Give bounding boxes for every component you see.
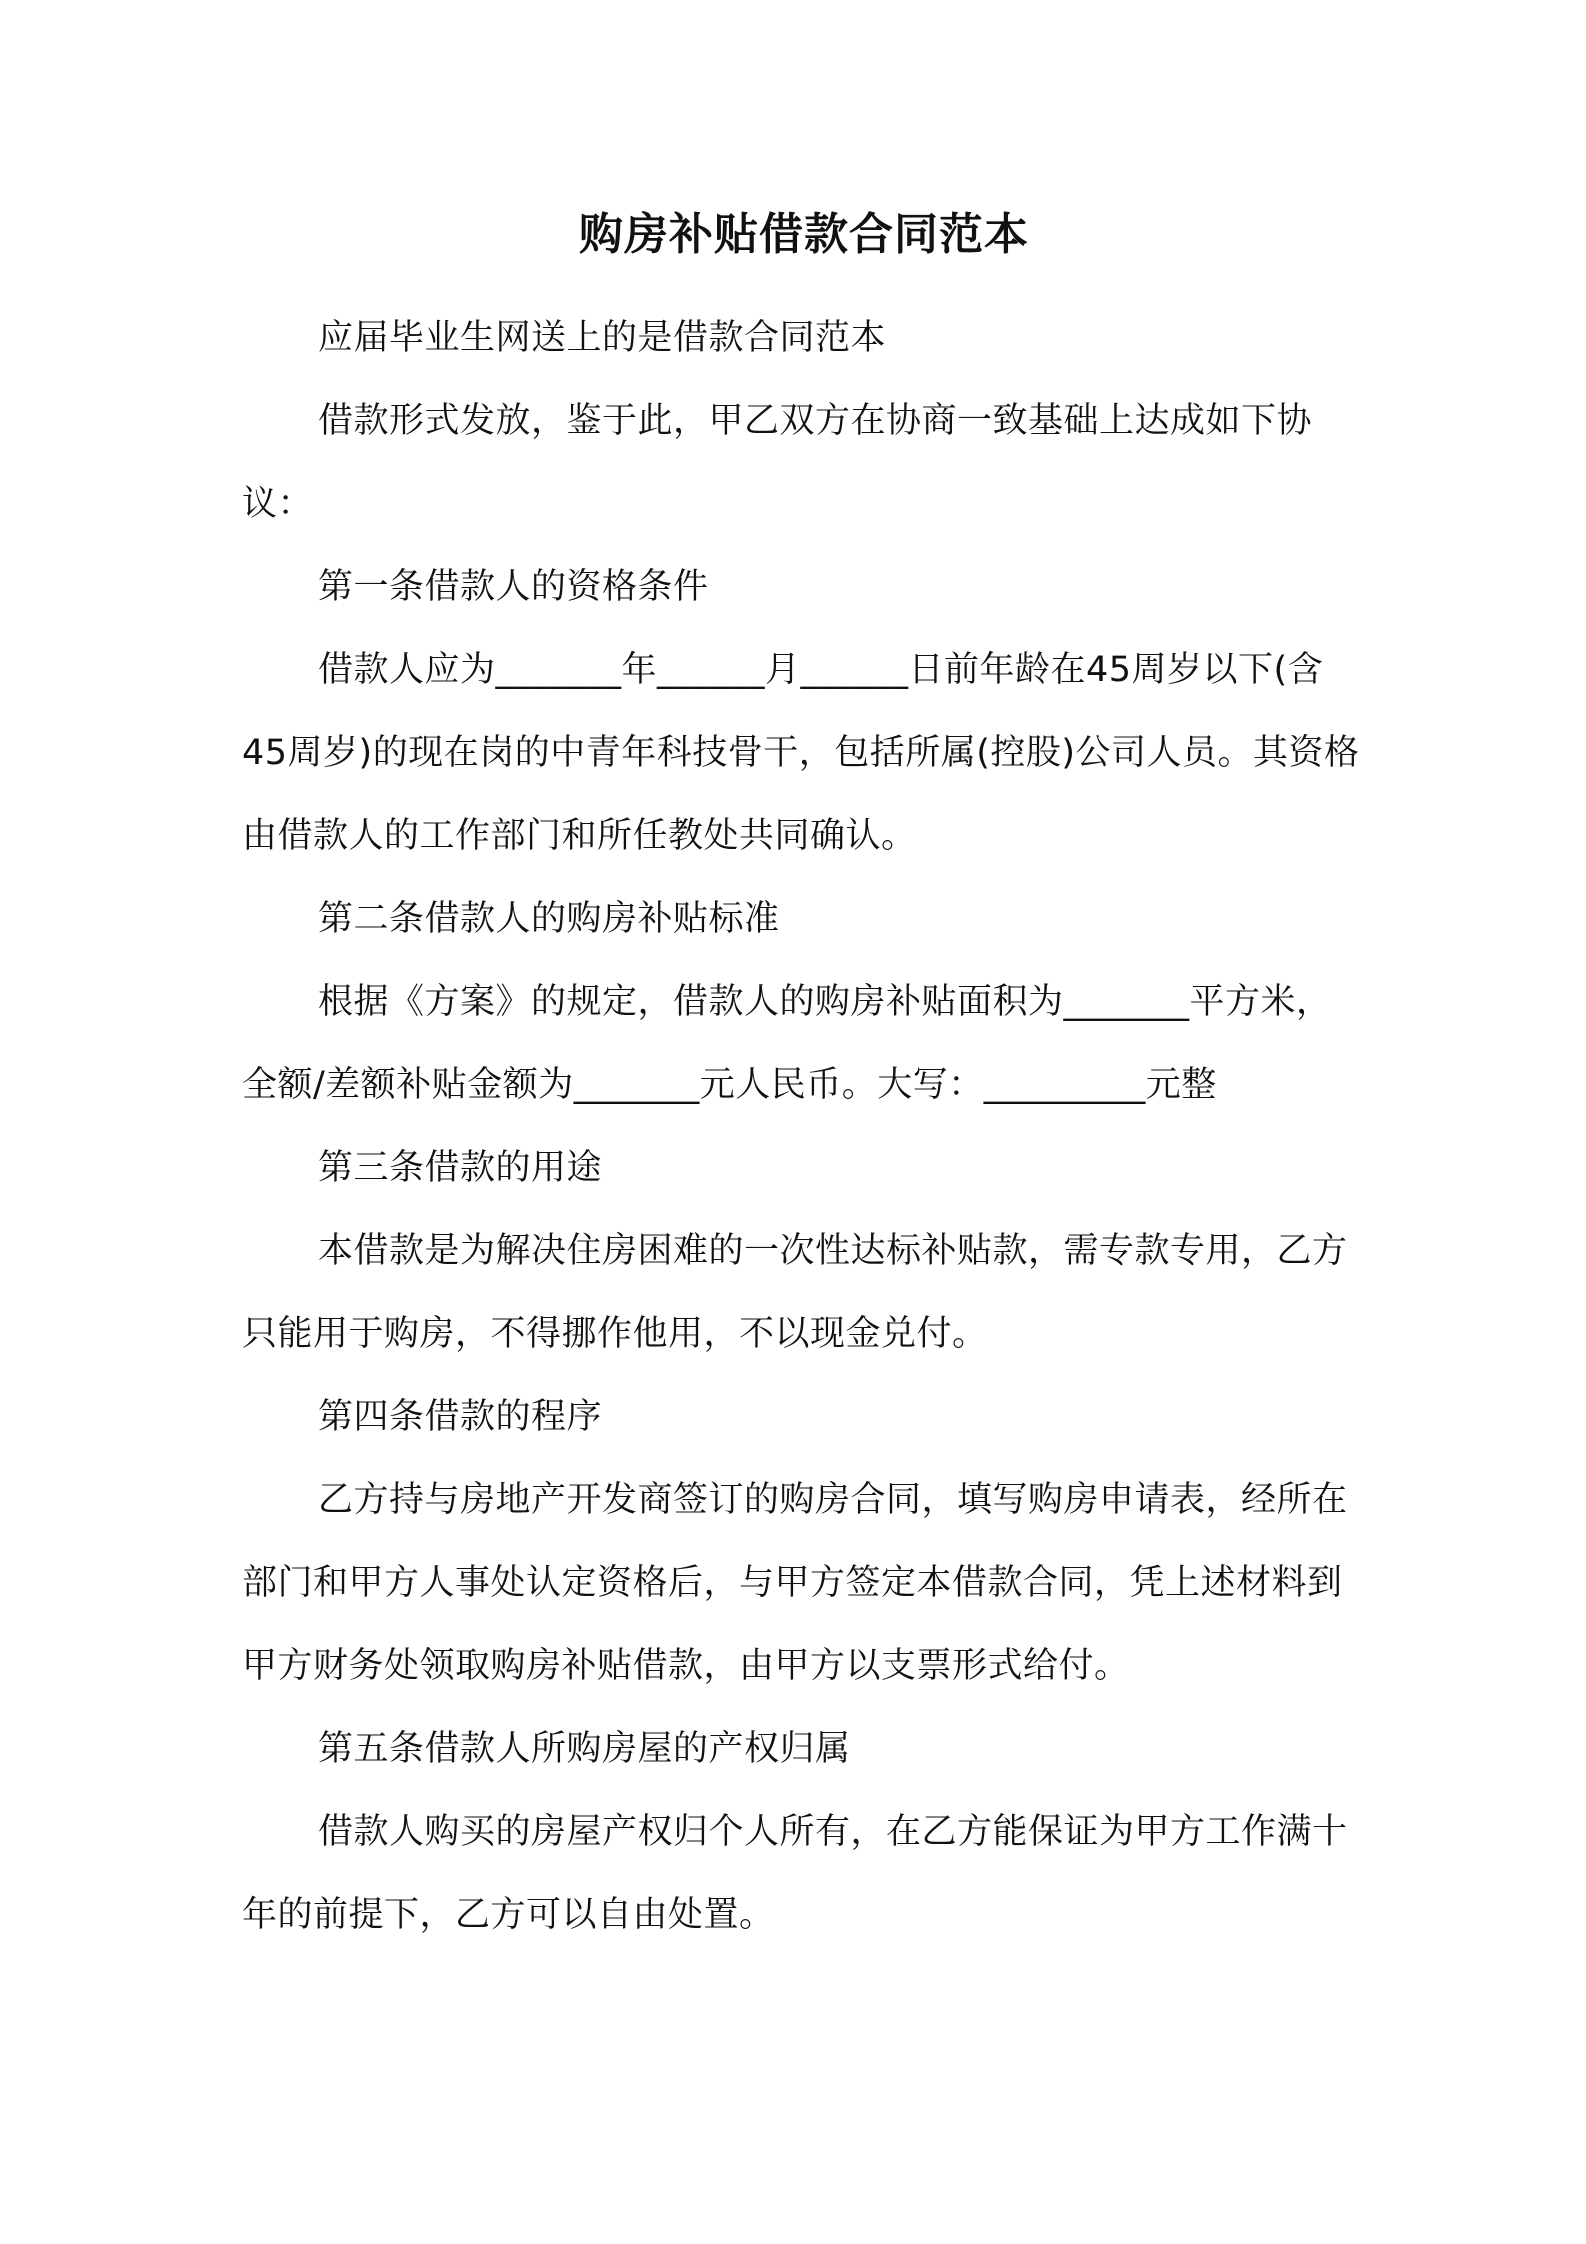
article-2-body: 根据《方案》的规定，借款人的购房补贴面积为_______平方米，全额/差额补贴金额为_______元人民币。大写：_________元整 xyxy=(242,982,1332,1105)
intro-paragraph: 应届毕业生网送上的是借款合同范本 xyxy=(318,318,887,358)
article-4-heading: 第四条借款的程序 xyxy=(318,1397,603,1437)
article-5-heading: 第五条借款人所购房屋的产权归属 xyxy=(318,1729,851,1769)
article-3-body: 本借款是为解决住房困难的一次性达标补贴款，需专款专用，乙方只能用于购房，不得挪作他用，不以现金兑付。 xyxy=(242,1231,1348,1354)
document-page xyxy=(242,205,1362,1957)
article-4-body: 乙方持与房地产开发商签订的购房合同，填写购房申请表，经所在部门和甲方人事处认定资格后，与甲方签定本借款合同，凭上述材料到甲方财务处领取购房补贴借款，由甲方以支票形式给付。 xyxy=(242,1480,1348,1686)
document-title: 购房补贴借款合同范本 xyxy=(579,209,1029,260)
article-1-body: 借款人应为_______年______月______日前年龄在45周岁以下(含45周岁)的现在岗的中青年科技骨干，包括所属(控股)公司人员。其资格由借款人的工作部门和所任教处共同确认。 xyxy=(242,650,1360,856)
preamble-paragraph: 借款形式发放，鉴于此，甲乙双方在协商一致基础上达成如下协议： xyxy=(242,401,1313,524)
article-1-heading: 第一条借款人的资格条件 xyxy=(318,567,709,607)
article-5-body: 借款人购买的房屋产权归个人所有，在乙方能保证为甲方工作满十年的前提下，乙方可以自由处置。 xyxy=(242,1812,1348,1935)
article-2-heading: 第二条借款人的购房补贴标准 xyxy=(318,899,780,939)
article-3-heading: 第三条借款的用途 xyxy=(318,1148,603,1188)
